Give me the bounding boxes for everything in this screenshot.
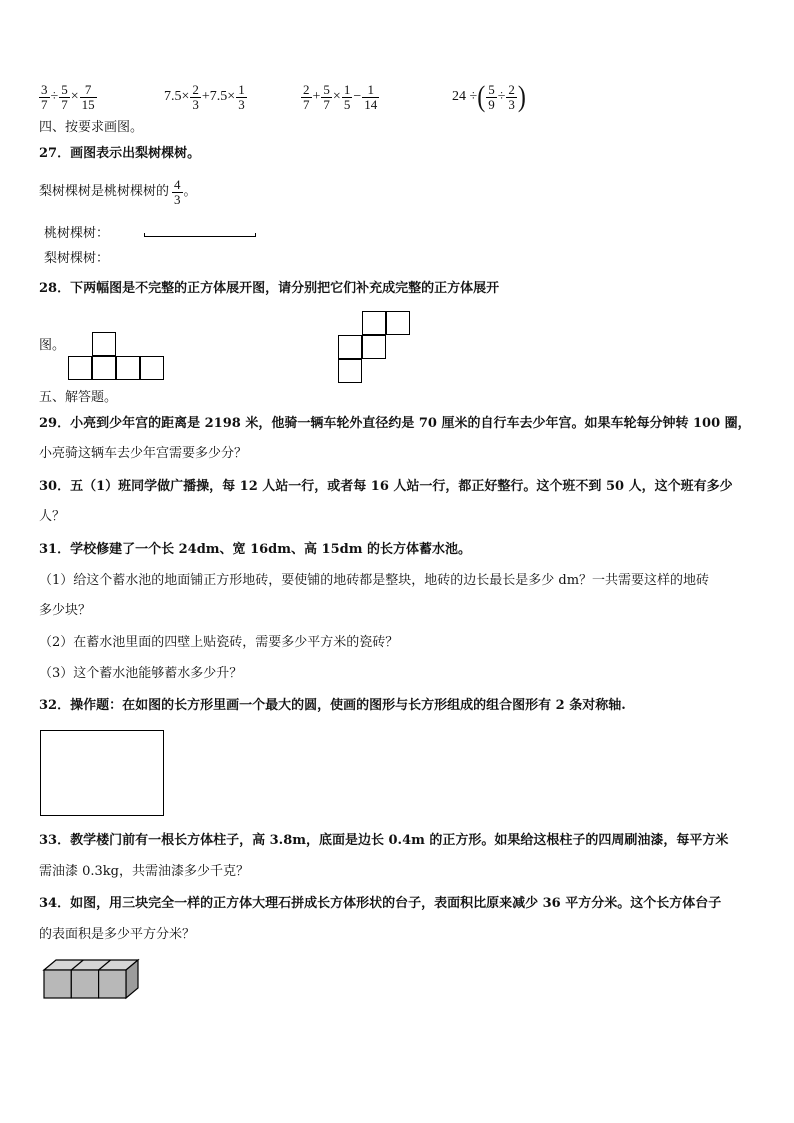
- fraction: $\frac{1}{5}$: [343, 81, 351, 112]
- q32-line-1: 32．操作题：在如图的长方形里画一个最大的圆，使画的图形与长方形组成的组合图形有 2 条对称轴.: [39, 698, 626, 713]
- cube-front-2: [71, 970, 98, 998]
- net-square: [116, 356, 140, 380]
- net-square: [362, 311, 386, 335]
- peach-line-segment: [144, 233, 256, 237]
- q27-statement: 梨树棵树是桃树棵树的 $\frac{4}{3}$ 。: [39, 176, 197, 207]
- q29-line-2: 小亮骑这辆车去少年宫需要多少分？: [39, 446, 248, 461]
- operator: +: [312, 89, 321, 104]
- section-4-heading: 四、按要求画图。: [39, 120, 144, 135]
- expression-1: [38, 76, 98, 118]
- q33-line-1: 33．教学楼门前有一根长方体柱子，高 3.8m，底面是边长 0.4m 的正方形。如果给这根柱子的四周刷油漆，每平方米: [39, 833, 729, 848]
- q31-sub-2: （2）在蓄水池里面的四壁上贴瓷砖，需要多少平方米的瓷砖？: [39, 635, 399, 650]
- fraction: $\frac{5}{9}$: [488, 81, 495, 112]
- expression-3: [300, 76, 380, 118]
- q28-title: 28．下两幅图是不完整的正方体展开图，请分别把它们补充成完整的正方体展开: [39, 281, 500, 296]
- q31-sub-3: （3）这个蓄水池能够蓄水多少升？: [39, 666, 243, 681]
- fraction: $\frac{2}{3}$: [192, 81, 199, 112]
- expression-4: [452, 76, 526, 118]
- q34-line-2: 的表面积是多少平方分米？: [39, 927, 196, 942]
- fraction: $\frac{4}{3}$: [174, 176, 181, 207]
- net-square: [140, 356, 164, 380]
- left-paren: (: [477, 80, 486, 114]
- q31-line-1: 31．学校修建了一个长 24dm、宽 16dm、高 15dm 的长方体蓄水池。: [39, 542, 472, 557]
- net-square: [338, 359, 362, 383]
- net-square: [338, 335, 362, 359]
- q33-line-2: 需油漆 0.3kg，共需油漆多少千克？: [39, 864, 250, 879]
- operator: +7.5×: [201, 89, 236, 104]
- net-square: [92, 356, 116, 380]
- q31-sub-1-line-2: 多少块？: [39, 603, 92, 618]
- operator: 24 ÷: [452, 89, 478, 104]
- q34-line-1: 34．如图，用三块完全一样的正方体大理石拼成长方体形状的台子，表面积比原来减少 36 平方分米。这个长方体台子: [39, 896, 722, 911]
- fraction: $\frac{5}{7}$: [323, 81, 330, 112]
- operator: ÷: [497, 89, 506, 104]
- net-square: [386, 311, 410, 335]
- operator: 7.5×: [164, 89, 190, 104]
- fraction: $\frac{1}{3}$: [238, 81, 245, 112]
- cube-front-3: [99, 970, 126, 998]
- right-paren: ): [517, 80, 526, 114]
- three-cubes-figure: [40, 954, 144, 1000]
- cubes-top-face: [44, 960, 138, 970]
- fraction: $\frac{2}{7}$: [303, 81, 310, 112]
- operator: ×: [70, 89, 79, 104]
- operator: −: [353, 89, 362, 104]
- net-square: [362, 335, 386, 359]
- net-square: [68, 356, 92, 380]
- q30-line-2: 人？: [39, 509, 66, 524]
- q30-line-1: 30．五（1）班同学做广播操，每 12 人站一行，或者每 16 人站一行，都正好整行。这个班不到 50 人，这个班有多少: [39, 479, 733, 494]
- q31-sub-1-line-1: （1）给这个蓄水池的地面铺正方形地砖，要使铺的地砖都是整块，地砖的边长最长是多少 dm？一共需要这样的地砖: [39, 573, 710, 588]
- net-square: [92, 332, 116, 356]
- fraction: $\frac{5}{7}$: [61, 81, 68, 112]
- cube-front-1: [44, 970, 71, 998]
- expression-2: [164, 76, 248, 118]
- q29-line-1: 29．小亮到少年宫的距离是 2198 米，他骑一辆车轮外直径约是 70 厘米的自行车去少年宫。如果车轮每分钟转 100 圈，: [39, 416, 751, 431]
- peach-label: 桃树棵树：: [44, 226, 110, 241]
- fraction: $\frac{1}{14}$: [364, 81, 378, 112]
- section-5-heading: 五、解答题。: [39, 390, 118, 405]
- fraction: $\frac{7}{15}$: [81, 81, 95, 112]
- q28-title-cont: 图。: [39, 338, 66, 353]
- pear-label: 梨树棵树：: [44, 251, 110, 266]
- rectangle-figure: [40, 730, 164, 816]
- fraction: $\frac{3}{7}$: [41, 81, 48, 112]
- operator: ×: [332, 89, 341, 104]
- q27-title: 27．画图表示出梨树棵树。: [39, 146, 201, 161]
- fraction: $\frac{2}{3}$: [508, 81, 515, 112]
- operator: ÷: [50, 89, 59, 104]
